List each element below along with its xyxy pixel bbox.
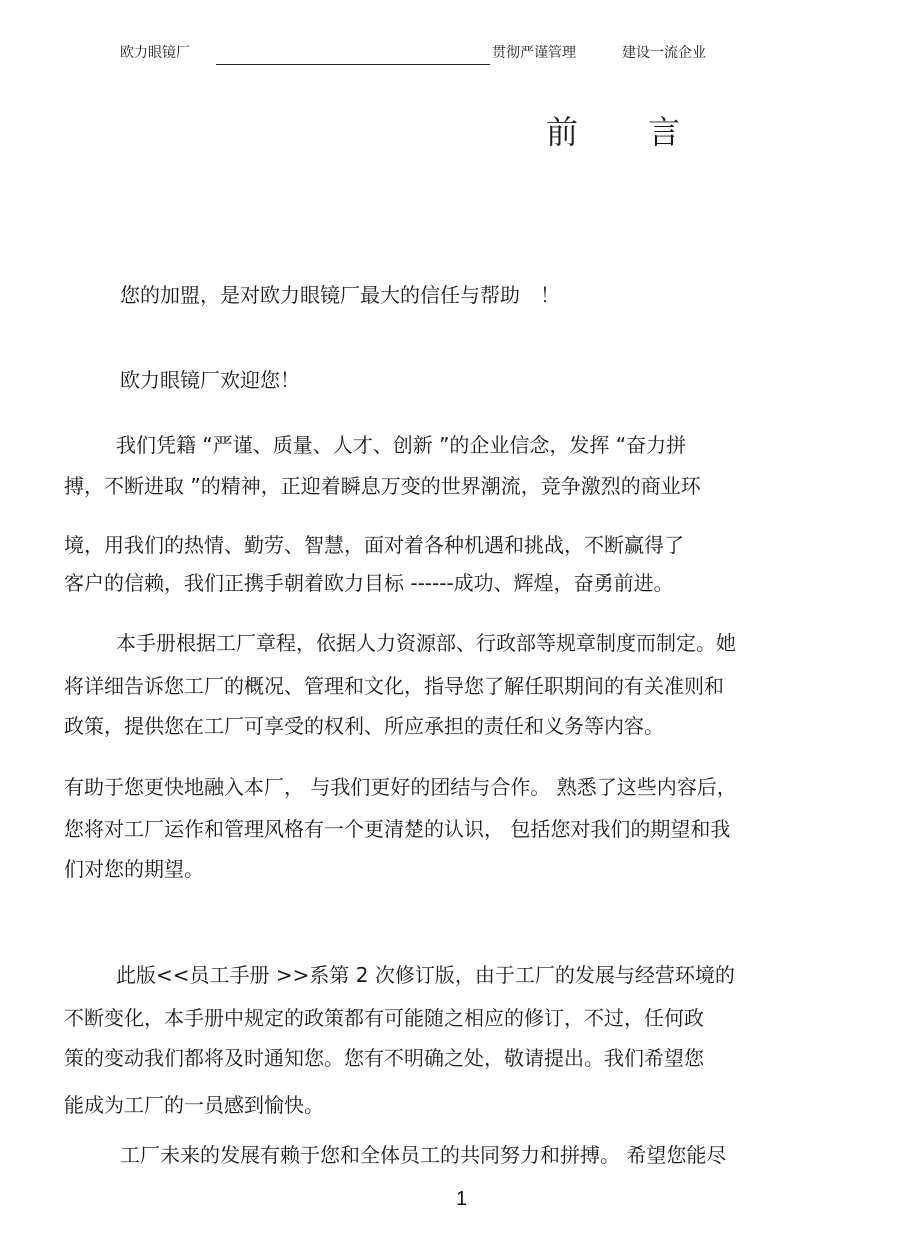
paragraph-line: 本手册根据工厂章程，依据人力资源部、行政部等规章制度而制定。她 — [116, 631, 736, 655]
paragraph-line: 策的变动我们都将及时通知您。您有不明确之处，敬请提出。我们希望您 — [64, 1046, 704, 1070]
header-company: 欧力眼镜厂 — [120, 45, 190, 61]
paragraph-line: 将详细告诉您工厂的概况、管理和文化，指导您了解任职期间的有关准则和 — [64, 674, 724, 698]
greeting-line: 您的加盟，是对欧力眼镜厂最大的信任与帮助 ！ — [120, 283, 560, 307]
paragraph-line: 我们凭籍 “严谨、质量、人才、创新 ”的企业信念，发挥 “奋力拼 — [116, 433, 687, 457]
paragraph-line: 不断变化，本手册中规定的政策都有可能随之相应的修订，不过，任何政 — [64, 1006, 704, 1030]
header-rule — [216, 64, 490, 65]
header-slogan-part1: 贯彻严谨管理 — [492, 45, 576, 61]
header-slogan-part2: 建设一流企业 — [622, 45, 706, 61]
paragraph-line: 有助于您更快地融入本厂， 与我们更好的团结与合作。 熟悉了这些内容后， — [64, 775, 737, 799]
page-number: 1 — [456, 1188, 468, 1210]
paragraph-line: 搏，不断进取 ”的精神，正迎着瞬息万变的世界潮流，竞争激烈的商业环 — [64, 474, 701, 498]
greeting-line: 欧力眼镜厂欢迎您！ — [120, 368, 300, 392]
paragraph-line: 此版<<员工手册 >>系第 2 次修订版，由于工厂的发展与经营环境的 — [116, 963, 735, 987]
paragraph-line: 政策，提供您在工厂可享受的权利、所应承担的责任和义务等内容。 — [64, 714, 664, 738]
paragraph-line: 工厂未来的发展有赖于您和全体员工的共同努力和拼搏。 希望您能尽 — [120, 1143, 727, 1167]
title-char-1: 前 — [546, 113, 579, 151]
title-char-2: 言 — [648, 113, 681, 151]
paragraph-line: 们对您的期望。 — [64, 857, 204, 881]
paragraph-line: 客户的信赖，我们正携手朝着欧力目标 ------成功、辉煌，奋勇前进。 — [64, 571, 674, 595]
paragraph-line: 能成为工厂的一员感到愉快。 — [64, 1093, 324, 1117]
paragraph-line: 境，用我们的热情、勤劳、智慧，面对着各种机遇和挑战，不断赢得了 — [64, 533, 684, 557]
paragraph-line: 您将对工厂运作和管理风格有一个更清楚的认识， 包括您对我们的期望和我 — [64, 817, 731, 841]
